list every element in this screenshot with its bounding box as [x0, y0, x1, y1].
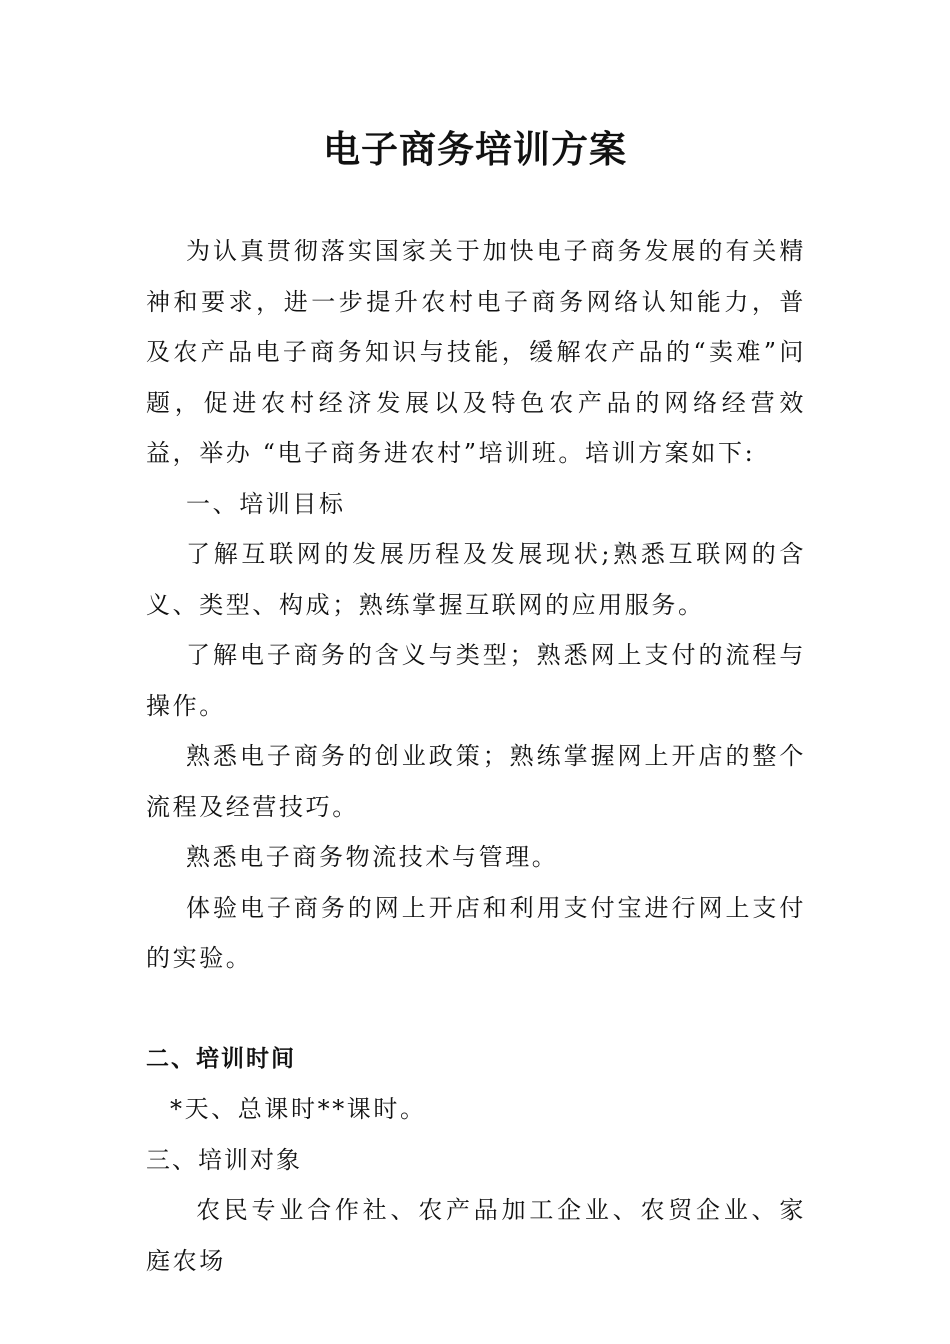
section2-text: *天、总课时**课时。	[170, 1095, 427, 1123]
document-title: 电子商务培训方案	[323, 128, 627, 171]
intro-paragraph: 为认真贯彻落实国家关于加快电子商务发展的有关精神和要求，进一步提升农村电子商务网络认知能力，普及农产品电子商务知识与技能，缓解农产品的“卖难”问题，促进农村经济发展以及特色农产品的网络经营效益，举办 “电子商务进农村”培训班。培训方案如下:	[146, 237, 806, 467]
section3-heading: 三、培训对象	[146, 1145, 302, 1174]
section1-heading: 一、培训目标	[186, 489, 346, 518]
section3-text: 农民专业合作社、农产品加工企业、农贸企业、家庭农场	[146, 1196, 806, 1275]
section2-heading: 二、培训时间	[146, 1045, 296, 1072]
goal-item-5: 体验电子商务的网上开店和利用支付宝进行网上支付的实验。	[146, 893, 806, 972]
goal-item-4: 熟悉电子商务物流技术与管理。	[186, 843, 559, 871]
goal-item-1: 了解互联网的发展历程及发展现状;熟悉互联网的含义、类型、构成；熟练掌握互联网的应用服务。	[146, 540, 806, 619]
goal-item-3: 熟悉电子商务的创业政策；熟练掌握网上开店的整个流程及经营技巧。	[146, 742, 806, 821]
document-body	[146, 226, 806, 1286]
goal-item-2: 了解电子商务的含义与类型；熟悉网上支付的流程与操作。	[146, 641, 806, 720]
section-spacer	[146, 984, 806, 1034]
